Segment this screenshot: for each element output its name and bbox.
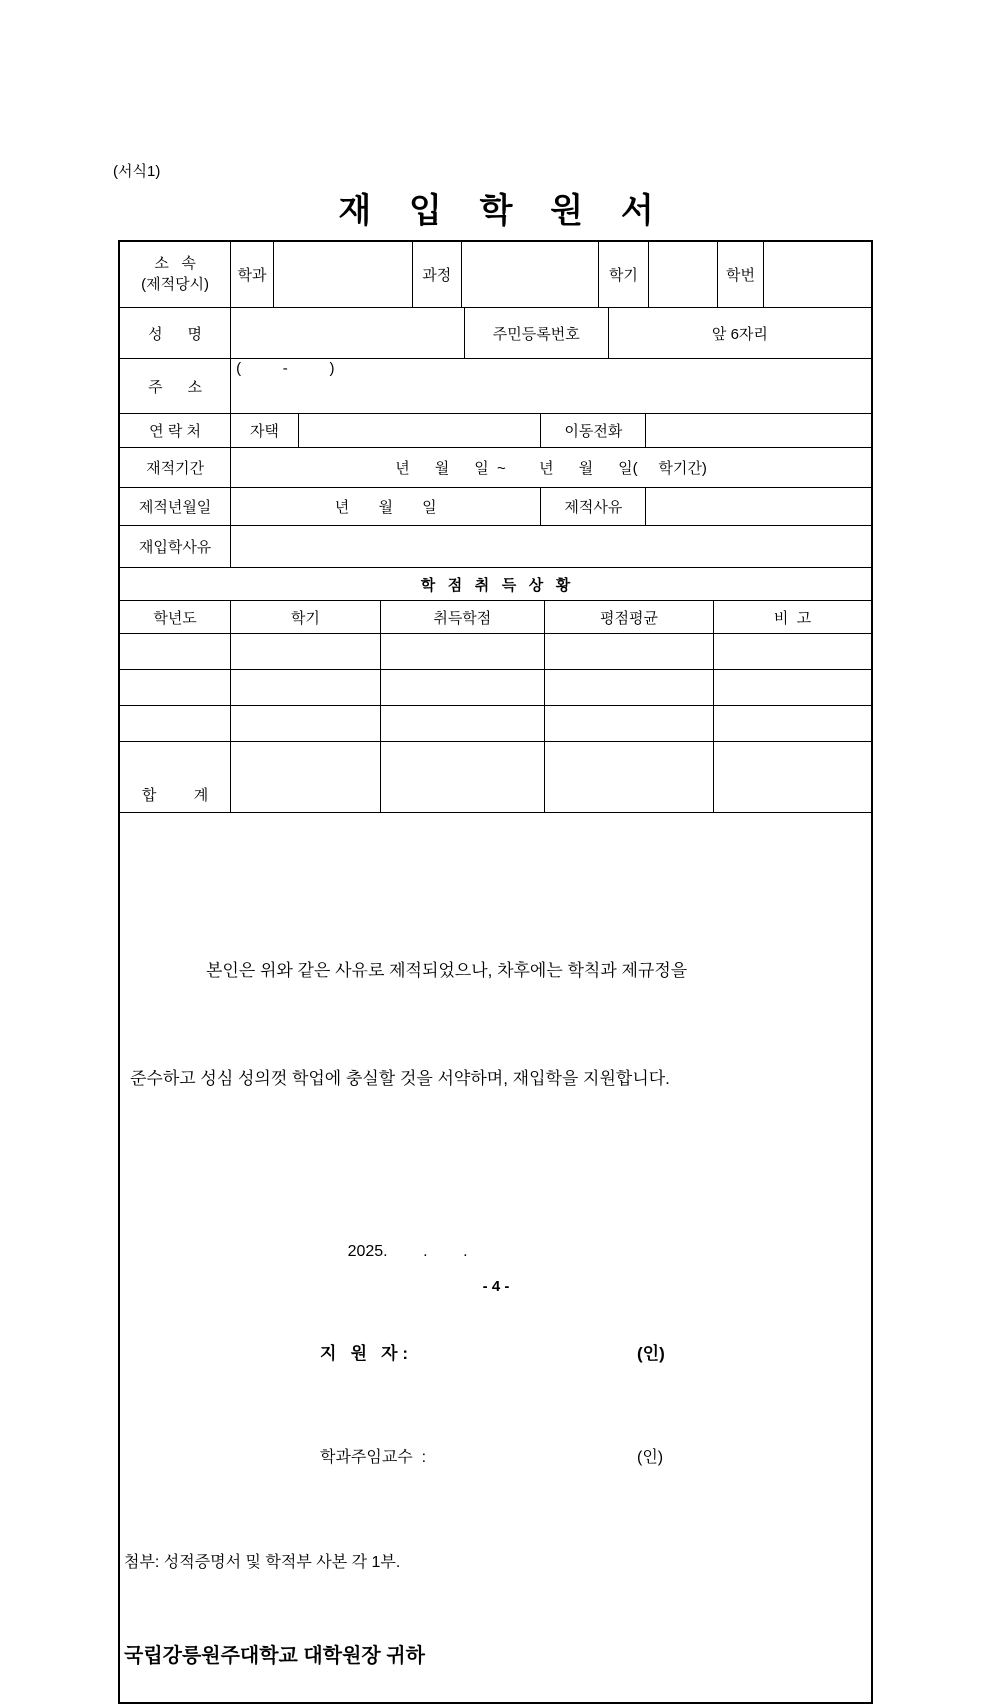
credits-total-gpa-cell <box>545 777 714 812</box>
course-label: 과정 <box>413 242 462 307</box>
enrollment-period-label: 재적기간 <box>120 448 231 487</box>
home-phone-field <box>299 414 542 447</box>
credits-total-semester-cell <box>231 777 380 812</box>
credits-total-note-cell <box>714 777 871 812</box>
expulsion-date-field: 년 월 일 <box>231 488 541 525</box>
credits-empty-row <box>120 634 871 670</box>
readmission-reason-label: 재입학사유 <box>120 526 231 567</box>
rrn-label: 주민등록번호 <box>465 308 609 358</box>
readmission-reason-field <box>231 526 871 567</box>
credits-empty-cell <box>231 706 380 741</box>
credits-total-earned-cell <box>381 777 545 812</box>
affiliation-label <box>120 242 231 307</box>
course-field <box>462 242 599 307</box>
credits-empty-cell <box>231 670 380 705</box>
credits-empty-cell <box>714 634 871 669</box>
row-name <box>120 308 871 359</box>
credits-empty-cell <box>120 706 231 741</box>
semester-label: 학기 <box>599 242 649 307</box>
attachment-note: 첨부: 성적증명서 및 학적부 사본 각 1부. <box>124 1554 401 1571</box>
dept-label: 학과 <box>231 242 274 307</box>
affiliation-label-line2: (제적당시) <box>141 275 210 293</box>
row-credits-total <box>120 777 871 813</box>
row-credits-header <box>120 601 871 634</box>
credits-empty-cell <box>120 670 231 705</box>
credits-empty-cell <box>714 742 871 777</box>
expulsion-reason-label: 제적사유 <box>541 488 646 525</box>
applicant-signature-row <box>320 1339 695 1364</box>
rrn-hint: 앞 6자리 <box>711 325 768 343</box>
row-pledge-block <box>120 813 871 1702</box>
mobile-phone-field <box>646 414 871 447</box>
credits-empty-cell <box>714 706 871 741</box>
page-number: - 4 - <box>482 1278 510 1295</box>
credits-empty-cell <box>545 706 714 741</box>
advisor-seal-mark: (인) <box>637 1449 664 1466</box>
row-contact <box>120 414 871 448</box>
expulsion-reason-field <box>646 488 871 525</box>
form-code-label: (서식1) <box>113 163 161 180</box>
credits-empty-cell <box>545 634 714 669</box>
expulsion-date-label: 제적년월일 <box>120 488 231 525</box>
credits-empty-row <box>120 706 871 742</box>
student-id-label: 학번 <box>718 242 763 307</box>
enrollment-period-field: 년 월 일 ~ 년 월 일( 학기간) <box>395 460 707 477</box>
advisor-signature-row <box>320 1444 695 1467</box>
credits-header-note: 비 고 <box>773 609 812 627</box>
addressee-line: 국립강릉원주대학교 대학원장 귀하 <box>124 1645 425 1667</box>
credits-header-earned: 취득학점 <box>381 601 545 633</box>
semester-field <box>649 242 719 307</box>
credits-empty-row <box>120 742 871 777</box>
row-expulsion <box>120 488 871 526</box>
pledge-line1: 본인은 위와 같은 사유로 제적되었으나, 차후에는 학칙과 제규정을 <box>206 961 688 980</box>
advisor-label: 학과주임교수 : <box>320 1449 427 1466</box>
contact-label: 연 락 처 <box>120 414 231 447</box>
address-label: 주 소 <box>120 359 231 413</box>
credits-empty-cell <box>231 742 380 777</box>
row-affiliation <box>120 242 871 308</box>
credits-empty-cell <box>231 634 380 669</box>
address-field: ( - ) <box>236 360 335 377</box>
name-label: 성 명 <box>120 308 231 358</box>
credits-empty-cell <box>381 634 545 669</box>
pledge-line2: 준수하고 성심 성의껏 학업에 충실할 것을 서약하며, 재입학을 지원합니다. <box>130 1069 670 1088</box>
home-phone-label: 자택 <box>231 414 299 447</box>
credits-empty-row <box>120 670 871 706</box>
pledge-block <box>120 813 695 1702</box>
credits-empty-cell <box>714 670 871 705</box>
document-title: 재 입 학 원 서 <box>338 192 654 230</box>
credits-empty-cell <box>381 670 545 705</box>
credits-empty-cell <box>120 634 231 669</box>
credits-empty-cell <box>381 742 545 777</box>
credits-empty-cell <box>545 670 714 705</box>
credits-empty-cell <box>381 706 545 741</box>
pledge-paragraph <box>120 881 695 1169</box>
dept-field <box>274 242 413 307</box>
readmission-form-table <box>118 240 873 1704</box>
name-field <box>231 308 465 358</box>
credits-header-semester: 학기 <box>231 601 380 633</box>
date-line: 2025. . . <box>347 1243 468 1260</box>
row-readmission-reason <box>120 526 871 568</box>
credits-empty-cell <box>545 742 714 777</box>
row-credits-title <box>120 568 871 601</box>
applicant-label: 지 원 자 : <box>320 1344 408 1363</box>
credits-header-gpa: 평점평균 <box>545 601 714 633</box>
affiliation-label-line1: 소 속 <box>154 255 196 273</box>
credits-empty-rows <box>120 634 871 777</box>
row-enrollment-period <box>120 448 871 488</box>
applicant-seal-mark: (인) <box>637 1344 665 1363</box>
mobile-phone-label: 이동전화 <box>541 414 646 447</box>
row-address <box>120 359 871 414</box>
student-id-field <box>764 242 871 307</box>
credits-section-title: 학 점 취 득 상 황 <box>420 576 571 594</box>
credits-header-year: 학년도 <box>120 601 231 633</box>
credits-total-label: 합 계 <box>120 777 231 812</box>
credits-empty-cell <box>120 742 231 777</box>
